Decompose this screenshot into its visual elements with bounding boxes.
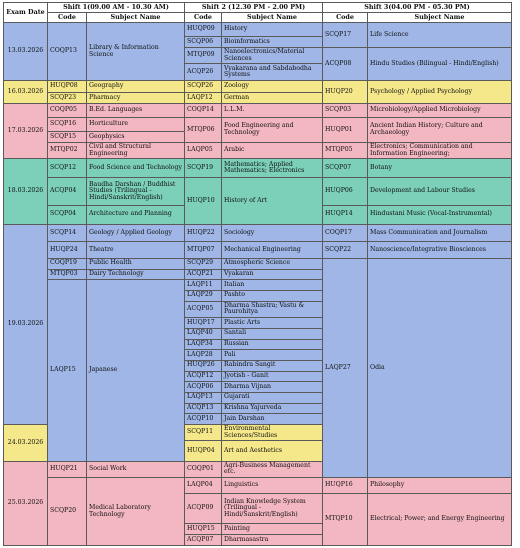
shift1-subject: Library & Information Science (87, 23, 185, 81)
shift2-code: HUQP10 (185, 178, 222, 224)
shift3-subject: Psychology / Applied Psychology (368, 81, 512, 104)
shift2-subject: History (222, 23, 323, 37)
shift3-subject: Microbiology/Applied Microbiology (368, 103, 512, 117)
shift3-subject: Electronics; Communication and Information Engineering; (368, 142, 512, 159)
shift2-code: HUQP04 (185, 441, 222, 461)
shift2-subject: Italian (222, 280, 323, 291)
table-row (4, 242, 512, 259)
shift1-subject: Social Work (87, 461, 185, 478)
shift1-code: LAQP15 (48, 280, 87, 461)
shift1-code: HUQP21 (48, 461, 87, 478)
shift2-subject: Dharma Vijnan (222, 382, 323, 393)
shift2-code: ACQP05 (185, 301, 222, 318)
shift2-code: LAQP12 (185, 92, 222, 103)
exam-date-cell: 16.03.2026 (4, 81, 48, 104)
exam-date-cell: 19.03.2026 (4, 224, 48, 424)
shift2-subject: Bioinformatics (222, 37, 323, 48)
shift2-subject: Art and Aesthetics (222, 441, 323, 461)
shift2-subject: Dharma Shastra; Vastu & Paurohitya (222, 301, 323, 318)
shift2-code: LAQP28 (185, 350, 222, 361)
shift1-subject: Baudha Darshan / Buddhist Studies (Trilingual - Hindi/Sanskrit/English) (87, 178, 185, 205)
shift1-code: COQP13 (48, 23, 87, 81)
exam-date-cell: 24.03.2026 (4, 424, 48, 461)
shift2-subject: Jain Darshan (222, 414, 323, 425)
shift2-subject: German (222, 92, 323, 103)
shift2-subject: Mathematics; Applied Mathematics; Electronics (222, 159, 323, 178)
shift2-code: HUQP22 (185, 224, 222, 242)
shift1-code: COQP05 (48, 103, 87, 117)
shift1-subject: Civil and Structural Engineering (87, 142, 185, 159)
shift2-code: ACQP09 (185, 493, 222, 524)
shift1-subject: Geology / Applied Geology (87, 224, 185, 242)
shift2-code: LAQP13 (185, 392, 222, 403)
schedule-body (4, 23, 512, 546)
exam-date-cell: 18.03.2026 (4, 159, 48, 224)
shift1-subject: Public Health (87, 258, 185, 269)
table-row (4, 258, 512, 269)
header-row-shifts (4, 3, 512, 13)
header-row-columns (4, 13, 512, 23)
exam-date-header: Exam Date (4, 3, 48, 23)
shift3-code: SCQP07 (323, 159, 368, 178)
shift2-subject: L.L.M. (222, 103, 323, 117)
shift3-code: LAQP27 (323, 258, 368, 477)
shift2-subject: Indian Knowledge System (Trilingual - Hindi/Sanskrit/English) (222, 493, 323, 524)
shift1-code: SCQP20 (48, 478, 87, 546)
exam-date-cell: 17.03.2026 (4, 103, 48, 159)
shift1-code: SCQP04 (48, 205, 87, 224)
shift3-subject: Ancient Indian History; Culture and Archaeology (368, 117, 512, 142)
shift2-subject: Dharmasastra (222, 535, 323, 546)
shift3-subject: Botany (368, 159, 512, 178)
shift3-header: Shift 3(04.00 PM - 05.30 PM) (323, 3, 512, 13)
shift1-code: HUQP08 (48, 81, 87, 93)
shift2-subject: Russian (222, 339, 323, 350)
shift2-subject: Vyakarana and Sabdabodha Systems (222, 64, 323, 81)
shift1-subject: Geophysics (87, 132, 185, 143)
shift3-code: HUQP01 (323, 117, 368, 142)
shift2-code: LAQP05 (185, 142, 222, 159)
shift2-subject: Pali (222, 350, 323, 361)
table-row (4, 103, 512, 117)
shift1-code: SCQP14 (48, 224, 87, 242)
shift1-code: ACQP04 (48, 178, 87, 205)
shift3-code: HUQP06 (323, 178, 368, 205)
shift1-subject: Horticulture (87, 117, 185, 131)
table-row (4, 117, 512, 131)
shift2-code-header: Code (185, 13, 222, 23)
shift2-code: HUQP17 (185, 318, 222, 329)
shift2-code: ACQP26 (185, 64, 222, 81)
shift2-subject: Painting (222, 524, 323, 535)
shift3-subject: Life Science (368, 23, 512, 48)
shift3-subject: Hindustani Music (Vocal-Instrumental) (368, 205, 512, 224)
shift1-code: SCQP23 (48, 92, 87, 103)
shift2-subject: Rabindra Sangit (222, 360, 323, 371)
shift2-subject: Vyakaran (222, 269, 323, 280)
shift2-code: ACQP13 (185, 403, 222, 414)
shift3-code: SCQP03 (323, 103, 368, 117)
shift1-code: MTQP02 (48, 142, 87, 159)
shift1-code: COQP19 (48, 258, 87, 269)
shift2-code: LAQP04 (185, 478, 222, 493)
shift1-code: MTQP03 (48, 269, 87, 280)
shift2-code: HUQP26 (185, 360, 222, 371)
shift2-subject: Plastic Arts (222, 318, 323, 329)
shift2-code: LAQP34 (185, 339, 222, 350)
shift2-code: MTQP06 (185, 117, 222, 142)
shift1-subject: Dairy Technology (87, 269, 185, 280)
shift2-subject: Pashto (222, 290, 323, 301)
shift2-code: LAQP11 (185, 280, 222, 291)
shift1-header: Shift 1(09.00 AM - 10.30 AM) (48, 3, 185, 13)
table-row (4, 142, 512, 159)
shift3-code: COQP17 (323, 224, 368, 242)
shift1-subject: B.Ed. Languages (87, 103, 185, 117)
shift3-code-header: Code (323, 13, 368, 23)
shift2-subject: Jyotish - Ganit (222, 371, 323, 382)
table-row (4, 178, 512, 205)
shift3-code: MTQP10 (323, 493, 368, 545)
shift1-code: HUQP24 (48, 242, 87, 259)
shift2-subject-header: Subject Name (222, 13, 323, 23)
shift3-code: HUQP14 (323, 205, 368, 224)
shift1-code: SCQP16 (48, 117, 87, 131)
shift2-subject: Agri-Business Management etc. (222, 461, 323, 478)
shift2-code: ACQP12 (185, 371, 222, 382)
shift1-code: SCQP12 (48, 159, 87, 178)
shift2-subject: Linguistics (222, 478, 323, 493)
shift1-code: SCQP11 (185, 424, 222, 441)
shift3-subject: Electrical; Power; and Energy Engineering (368, 493, 512, 545)
shift2-code: SCQP26 (185, 81, 222, 93)
shift2-subject: Krishna Yajurveda (222, 403, 323, 414)
shift1-subject: Medical Laboratory Technology (87, 478, 185, 546)
shift2-subject: Arabic (222, 142, 323, 159)
shift3-subject: Nanoscience/Integrative Biosciences (368, 242, 512, 259)
shift3-code: ACQP08 (323, 47, 368, 80)
shift2-subject: Atmospheric Science (222, 258, 323, 269)
shift3-subject: Hindu Studies (Bilingual - Hindi/English) (368, 47, 512, 80)
shift3-code: SCQP17 (323, 23, 368, 48)
shift2-subject: Santali (222, 328, 323, 339)
shift2-code: LAQP29 (185, 290, 222, 301)
shift3-code: MTQP05 (323, 142, 368, 159)
shift2-code: ACQP07 (185, 535, 222, 546)
shift2-code: HUQP09 (185, 23, 222, 37)
shift2-code: SCQP29 (185, 258, 222, 269)
shift1-subject: Architecture and Planning (87, 205, 185, 224)
shift1-code-header: Code (48, 13, 87, 23)
table-row (4, 23, 512, 37)
exam-date-cell: 13.03.2026 (4, 23, 48, 81)
shift2-code: MTQP07 (185, 242, 222, 259)
shift2-code: ACQP10 (185, 414, 222, 425)
shift3-subject-header: Subject Name (368, 13, 512, 23)
shift1-subject: Pharmacy (87, 92, 185, 103)
shift3-subject: Mass Communication and Journalism (368, 224, 512, 242)
table-row (4, 81, 512, 93)
shift2-header: Shift 2 (12.30 PM - 2.00 PM) (185, 3, 323, 13)
shift3-code: HUQP16 (323, 478, 368, 493)
shift2-code: LAQP40 (185, 328, 222, 339)
shift1-subject: Japanese (87, 280, 185, 461)
shift2-code: SCQP19 (185, 159, 222, 178)
table-row (4, 478, 512, 493)
exam-schedule-table (3, 2, 512, 546)
shift1-code: SCQP15 (48, 132, 87, 143)
shift3-code: HUQP20 (323, 81, 368, 104)
shift3-subject: Odia (368, 258, 512, 477)
shift1-subject: Theatre (87, 242, 185, 259)
shift1-subject-header: Subject Name (87, 13, 185, 23)
shift1-subject: Environmental Sciences/Studies (222, 424, 323, 441)
shift2-subject: Sociology (222, 224, 323, 242)
shift2-code: COQP01 (185, 461, 222, 478)
shift2-subject: History of Art (222, 178, 323, 224)
shift2-code: HUQP15 (185, 524, 222, 535)
shift1-subject: Food Science and Technology (87, 159, 185, 178)
shift2-code: ACQP21 (185, 269, 222, 280)
table-row (4, 224, 512, 242)
shift3-code: SCQP22 (323, 242, 368, 259)
shift2-subject: Gujarati (222, 392, 323, 403)
table-row (4, 159, 512, 178)
shift2-code: MTQP09 (185, 47, 222, 64)
shift2-code: SCQP06 (185, 37, 222, 48)
shift3-subject: Philosophy (368, 478, 512, 493)
shift2-code: COQP14 (185, 103, 222, 117)
shift2-subject: Zoology (222, 81, 323, 93)
shift2-code: ACQP06 (185, 382, 222, 393)
shift2-subject: Nanoelectronics/Material Sciences (222, 47, 323, 64)
shift2-subject: Food Engineering and Technology (222, 117, 323, 142)
shift1-subject: Geography (87, 81, 185, 93)
shift2-subject: Mechanical Engineering (222, 242, 323, 259)
exam-date-cell: 25.03.2026 (4, 461, 48, 545)
shift3-subject: Development and Labour Studies (368, 178, 512, 205)
